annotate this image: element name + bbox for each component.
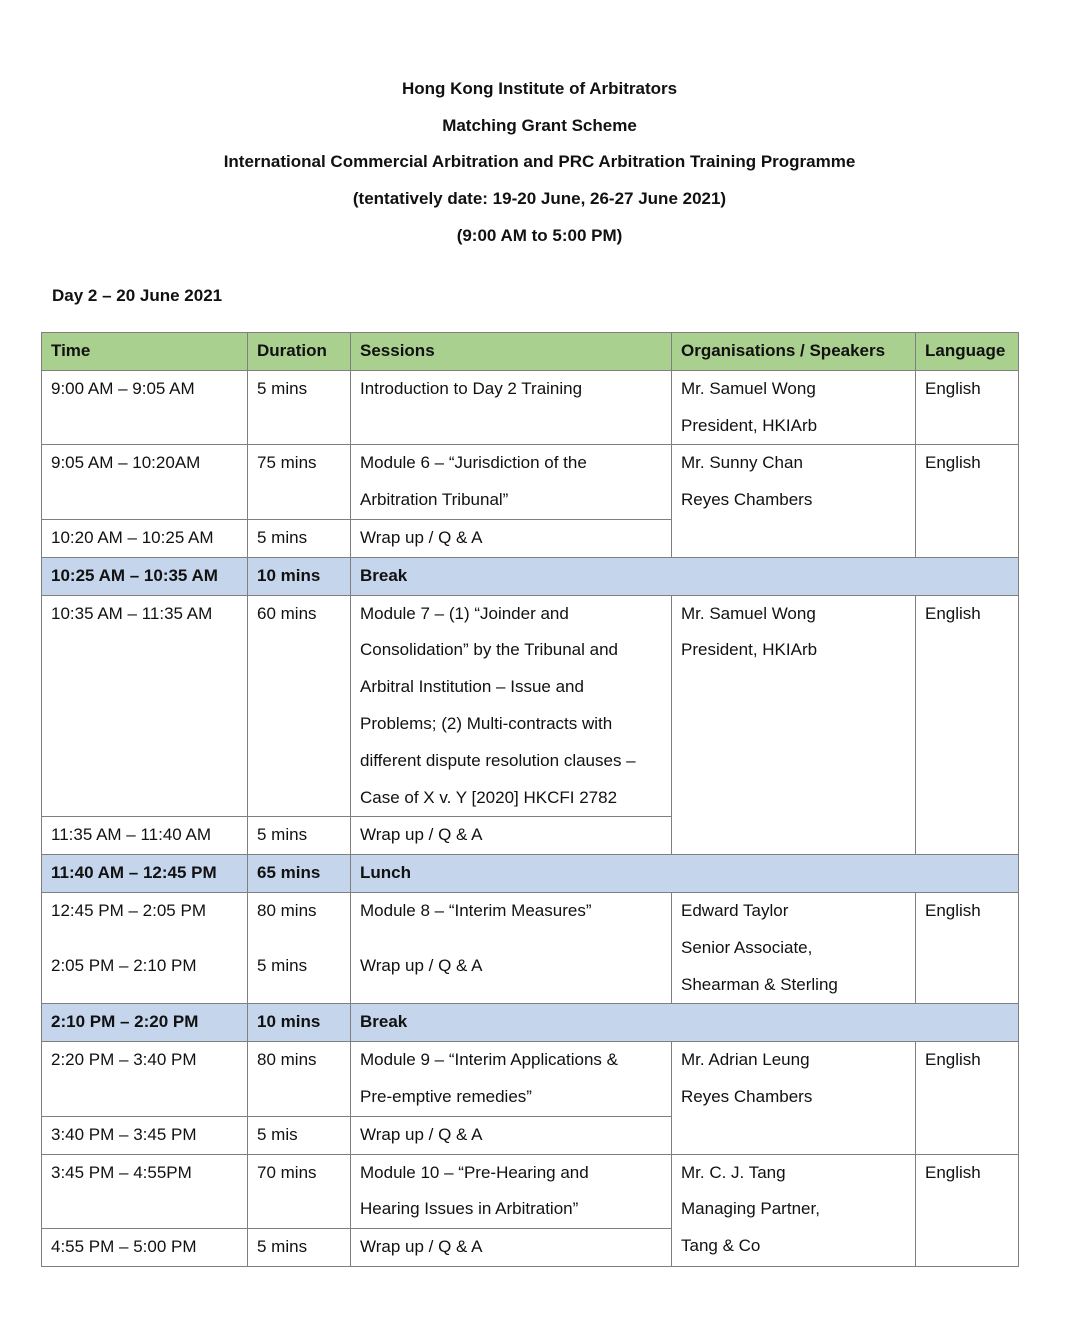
speaker-title: Senior Associate, (681, 937, 813, 957)
language-cell: English (916, 445, 1019, 557)
duration-cell: 75 mins (248, 445, 351, 520)
session-line: different dispute resolution clauses – (360, 750, 636, 770)
programme-dates: (tentatively date: 19-20 June, 26-27 June 2021) (352, 189, 727, 208)
schedule-table (41, 332, 1019, 1267)
language-cell: English (916, 1154, 1019, 1266)
session-cell: Break (351, 557, 1019, 595)
table-row (42, 595, 1019, 817)
duration-cell: 80 mins (248, 892, 351, 948)
session-line: Pre-emptive remedies” (360, 1086, 532, 1106)
duration-cell: 5 mins (248, 817, 351, 855)
table-row (42, 370, 1019, 445)
speaker-org: President, HKIArb (681, 640, 818, 660)
language-cell: English (916, 1042, 1019, 1154)
session-line: Module 9 – “Interim Applications & (360, 1050, 618, 1070)
break-row (42, 557, 1019, 595)
speaker-cell (672, 370, 916, 445)
institute-title: Hong Kong Institute of Arbitrators (401, 79, 678, 98)
lunch-row (42, 855, 1019, 893)
speaker-cell (672, 1042, 916, 1154)
speaker-title: Managing Partner, (681, 1199, 820, 1219)
speaker-cell (672, 892, 916, 1003)
header-sessions: Sessions (351, 333, 672, 371)
time-cell: 11:40 AM – 12:45 PM (42, 855, 248, 893)
time-cell: 11:35 AM – 11:40 AM (42, 817, 248, 855)
speaker-name: Mr. C. J. Tang (681, 1162, 786, 1182)
duration-cell: 70 mins (248, 1154, 351, 1229)
session-cell: Lunch (351, 855, 1019, 893)
speaker-name: Mr. Samuel Wong (681, 378, 816, 398)
scheme-title: Matching Grant Scheme (442, 116, 637, 135)
session-cell (351, 1154, 672, 1229)
time-cell: 3:40 PM – 3:45 PM (42, 1116, 248, 1154)
speaker-name: Mr. Samuel Wong (681, 603, 816, 623)
session-line: Case of X v. Y [2020] HKCFI 2782 (360, 787, 618, 807)
time-cell: 4:55 PM – 5:00 PM (42, 1229, 248, 1267)
table-row (42, 445, 1019, 520)
language-cell: English (916, 595, 1019, 855)
break-row (42, 1004, 1019, 1042)
time-cell: 2:20 PM – 3:40 PM (42, 1042, 248, 1117)
duration-cell: 80 mins (248, 1042, 351, 1117)
duration-cell: 5 mins (248, 370, 351, 445)
header-duration: Duration (248, 333, 351, 371)
time-cell: 9:05 AM – 10:20AM (42, 445, 248, 520)
speaker-org: Reyes Chambers (681, 490, 813, 510)
programme-title: International Commercial Arbitration and PRC Arbitration Training Programme (223, 152, 856, 171)
speaker-name: Mr. Adrian Leung (681, 1050, 810, 1070)
time-cell: 12:45 PM – 2:05 PM (42, 892, 248, 948)
duration-cell: 5 mins (248, 1229, 351, 1267)
duration-cell: 5 mins (248, 519, 351, 557)
speaker-org: Shearman & Sterling (681, 974, 838, 994)
session-cell: Wrap up / Q & A (351, 519, 672, 557)
duration-cell: 10 mins (248, 557, 351, 595)
session-line: Arbitral Institution – Issue and (360, 677, 584, 697)
time-cell: 3:45 PM – 4:55PM (42, 1154, 248, 1229)
session-line: Consolidation” by the Tribunal and (360, 640, 618, 660)
session-cell: Break (351, 1004, 1019, 1042)
session-line: Arbitration Tribunal” (360, 490, 509, 510)
header-speakers: Organisations / Speakers (672, 333, 916, 371)
session-line: Hearing Issues in Arbitration” (360, 1199, 579, 1219)
duration-cell: 5 mins (248, 948, 351, 1004)
time-cell: 9:00 AM – 9:05 AM (42, 370, 248, 445)
table-row (42, 1042, 1019, 1117)
speaker-cell (672, 595, 916, 855)
session-cell (351, 1042, 672, 1117)
speaker-name: Edward Taylor (681, 900, 789, 920)
session-cell (351, 445, 672, 520)
session-cell: Wrap up / Q & A (351, 817, 672, 855)
programme-hours: (9:00 AM to 5:00 PM) (456, 226, 623, 245)
speaker-org: Reyes Chambers (681, 1086, 813, 1106)
session-line: Module 10 – “Pre-Hearing and (360, 1162, 589, 1182)
day-title: Day 2 – 20 June 2021 (52, 286, 223, 305)
session-cell: Introduction to Day 2 Training (351, 370, 672, 445)
session-cell: Wrap up / Q & A (351, 1229, 672, 1267)
header-language: Language (916, 333, 1019, 371)
speaker-cell (672, 1154, 916, 1266)
session-line: Module 6 – “Jurisdiction of the (360, 453, 587, 473)
header-time: Time (42, 333, 248, 371)
language-cell: English (916, 370, 1019, 445)
session-line: Problems; (2) Multi-contracts with (360, 713, 613, 733)
speaker-org: President, HKIArb (681, 415, 818, 435)
time-cell: 10:35 AM – 11:35 AM (42, 595, 248, 817)
time-cell: 2:10 PM – 2:20 PM (42, 1004, 248, 1042)
duration-cell: 5 mis (248, 1116, 351, 1154)
time-cell: 2:05 PM – 2:10 PM (42, 948, 248, 1004)
table-row (42, 892, 1019, 948)
session-line: Module 7 – (1) “Joinder and (360, 603, 569, 623)
duration-cell: 10 mins (248, 1004, 351, 1042)
speaker-org: Tang & Co (681, 1236, 761, 1256)
table-header-row (42, 333, 1019, 371)
table-row (42, 1154, 1019, 1229)
duration-cell: 65 mins (248, 855, 351, 893)
speaker-cell (672, 445, 916, 557)
session-cell: Module 8 – “Interim Measures” (351, 892, 672, 948)
session-cell (351, 595, 672, 817)
session-cell: Wrap up / Q & A (351, 948, 672, 1004)
duration-cell: 60 mins (248, 595, 351, 817)
session-cell: Wrap up / Q & A (351, 1116, 672, 1154)
speaker-name: Mr. Sunny Chan (681, 453, 803, 473)
language-cell: English (916, 892, 1019, 1003)
time-cell: 10:20 AM – 10:25 AM (42, 519, 248, 557)
time-cell: 10:25 AM – 10:35 AM (42, 557, 248, 595)
